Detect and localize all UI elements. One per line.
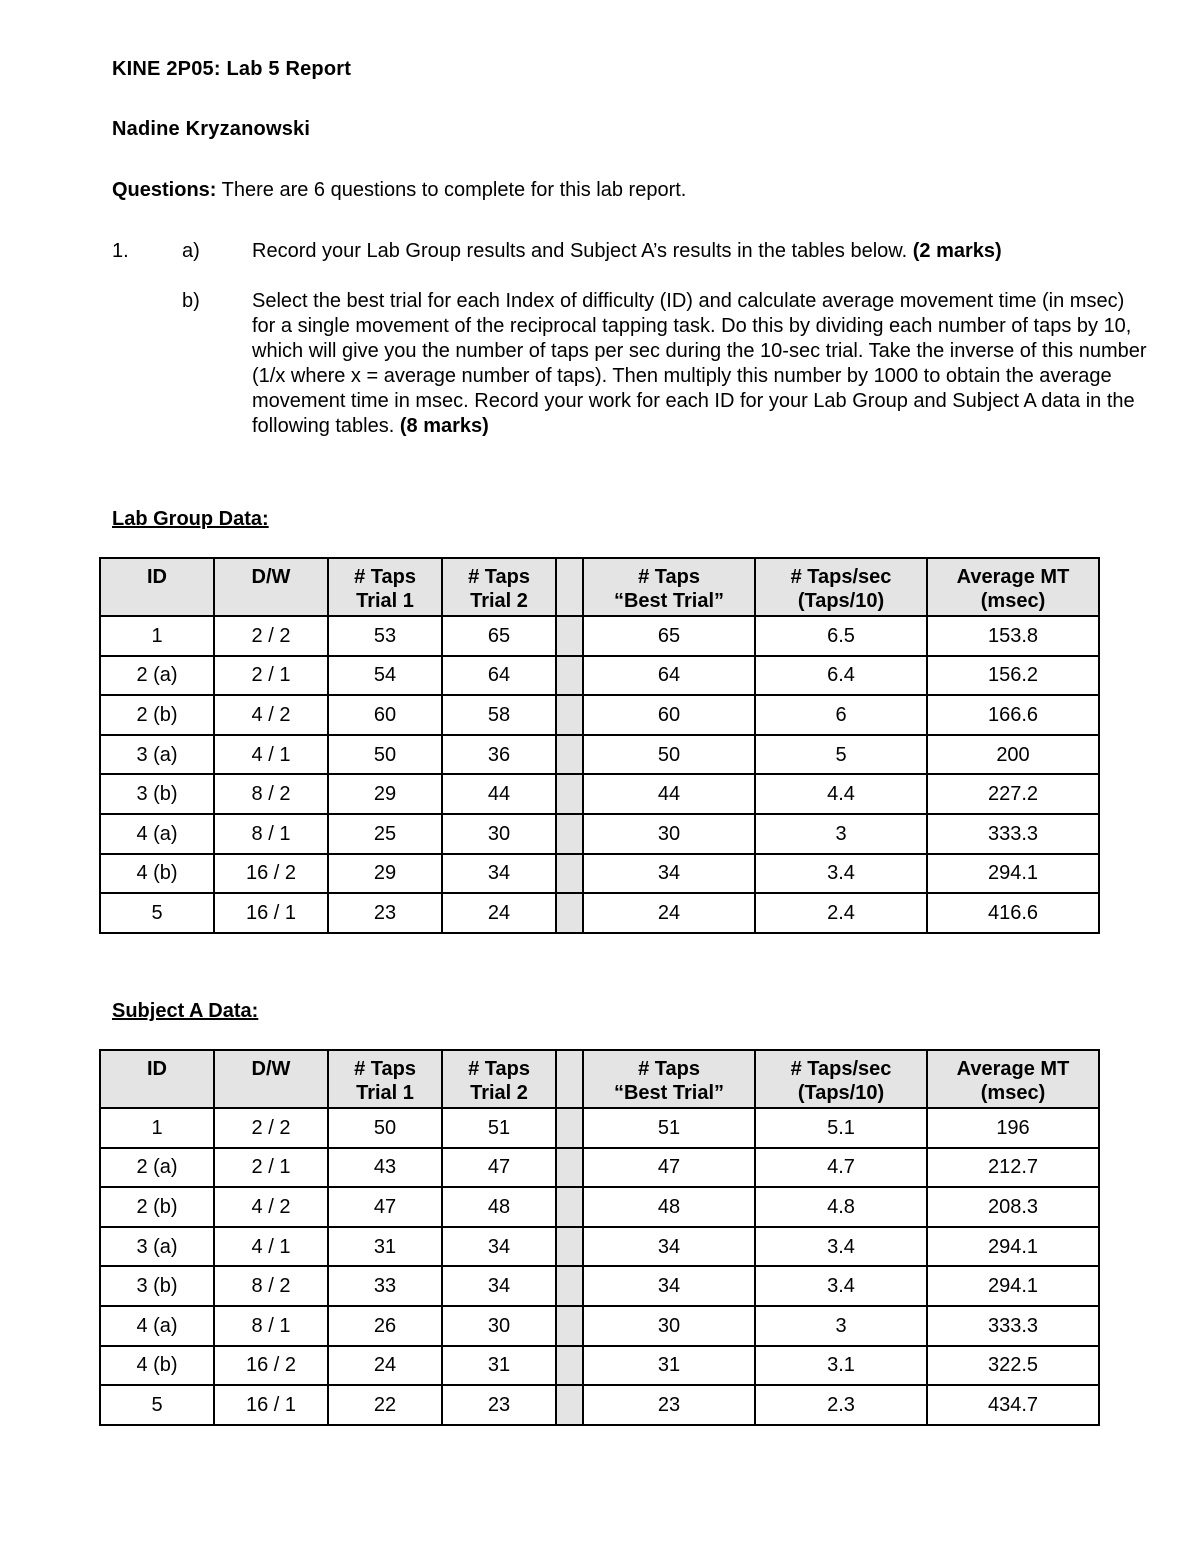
cell-trial2: 48 [442,1187,556,1227]
cell-best-trial: 34 [583,854,755,894]
cell-id: 2 (a) [100,1148,214,1188]
cell-taps-per-sec: 3.1 [755,1346,927,1386]
cell-taps-per-sec: 2.4 [755,893,927,933]
question-1a-text [252,239,1152,264]
table-row [100,1187,1099,1227]
cell-id: 5 [100,1385,214,1425]
cell-trial2: 24 [442,893,556,933]
cell-trial1: 29 [328,774,442,814]
cell-dw: 16 / 1 [214,893,328,933]
cell-best-trial: 31 [583,1346,755,1386]
cell-trial1: 29 [328,854,442,894]
col-header-taps-per-sec: # Taps/sec (Taps/10) [755,1050,927,1108]
cell-dw: 16 / 2 [214,1346,328,1386]
table-header-row [100,1050,1099,1108]
table-row [100,814,1099,854]
cell-taps-per-sec: 3 [755,814,927,854]
cell-average-mt: 166.6 [927,695,1099,735]
question-1a-body: Record your Lab Group results and Subject A’s results in the tables below. [252,240,913,262]
col-header-best-trial: # Taps “Best Trial” [583,558,755,616]
question-1-number: 1. [112,240,129,262]
cell-trial2: 58 [442,695,556,735]
cell-average-mt: 156.2 [927,656,1099,696]
table-row [100,854,1099,894]
cell-dw: 8 / 1 [214,1306,328,1346]
cell-trial2: 34 [442,854,556,894]
cell-id: 4 (b) [100,1346,214,1386]
cell-dw: 2 / 2 [214,1108,328,1148]
cell-best-trial: 50 [583,735,755,775]
document-title: KINE 2P05: Lab 5 Report [112,58,352,80]
col-header-best-trial: # Taps “Best Trial” [583,1050,755,1108]
questions-intro-text: There are 6 questions to complete for this lab report. [216,179,687,201]
cell-best-trial: 48 [583,1187,755,1227]
cell-taps-per-sec: 5 [755,735,927,775]
cell-average-mt: 227.2 [927,774,1099,814]
question-1b-marks: (8 marks) [399,415,489,437]
author-name: Nadine Kryzanowski [112,118,311,140]
cell-dw: 16 / 1 [214,1385,328,1425]
cell-average-mt: 294.1 [927,1266,1099,1306]
cell-best-trial: 30 [583,814,755,854]
cell-dw: 8 / 2 [214,1266,328,1306]
col-header-trial1: # Taps Trial 1 [328,1050,442,1108]
spacer-cell [556,1385,583,1425]
cell-dw: 16 / 2 [214,854,328,894]
cell-trial2: 64 [442,656,556,696]
cell-dw: 4 / 2 [214,695,328,735]
table-row [100,1108,1099,1148]
lab-group-table [99,557,1100,934]
cell-dw: 8 / 1 [214,814,328,854]
cell-trial1: 31 [328,1227,442,1267]
table-row [100,656,1099,696]
cell-trial1: 26 [328,1306,442,1346]
cell-taps-per-sec: 3.4 [755,1227,927,1267]
cell-trial2: 23 [442,1385,556,1425]
cell-best-trial: 34 [583,1227,755,1267]
cell-id: 4 (b) [100,854,214,894]
spacer-cell [556,1187,583,1227]
table-row [100,616,1099,656]
col-header-trial1: # Taps Trial 1 [328,558,442,616]
cell-id: 5 [100,893,214,933]
cell-trial2: 30 [442,1306,556,1346]
cell-taps-per-sec: 3 [755,1306,927,1346]
cell-taps-per-sec: 2.3 [755,1385,927,1425]
col-header-taps-per-sec: # Taps/sec (Taps/10) [755,558,927,616]
cell-trial2: 31 [442,1346,556,1386]
spacer-cell [556,735,583,775]
spacer-cell [556,854,583,894]
question-1a-letter: a) [182,240,200,262]
spacer-cell [556,1148,583,1188]
cell-taps-per-sec: 5.1 [755,1108,927,1148]
cell-trial2: 34 [442,1266,556,1306]
cell-dw: 2 / 1 [214,656,328,696]
table-row [100,735,1099,775]
cell-id: 2 (a) [100,656,214,696]
cell-average-mt: 294.1 [927,1227,1099,1267]
cell-trial1: 60 [328,695,442,735]
spacer-cell [556,1346,583,1386]
cell-id: 3 (a) [100,735,214,775]
cell-dw: 4 / 1 [214,735,328,775]
col-header-dw: D/W [214,1050,328,1108]
cell-trial2: 65 [442,616,556,656]
cell-taps-per-sec: 4.4 [755,774,927,814]
spacer-cell [556,893,583,933]
cell-id: 2 (b) [100,695,214,735]
table-header-row [100,558,1099,616]
cell-average-mt: 212.7 [927,1148,1099,1188]
table-row [100,893,1099,933]
cell-average-mt: 196 [927,1108,1099,1148]
cell-trial1: 54 [328,656,442,696]
spacer-cell [556,695,583,735]
cell-id: 1 [100,1108,214,1148]
cell-trial2: 36 [442,735,556,775]
cell-best-trial: 34 [583,1266,755,1306]
cell-dw: 4 / 1 [214,1227,328,1267]
cell-average-mt: 208.3 [927,1187,1099,1227]
spacer-cell [556,774,583,814]
col-header-id: ID [100,558,214,616]
spacer-cell [556,656,583,696]
spacer-cell [556,1227,583,1267]
cell-taps-per-sec: 6 [755,695,927,735]
cell-taps-per-sec: 4.7 [755,1148,927,1188]
cell-average-mt: 294.1 [927,854,1099,894]
cell-taps-per-sec: 6.5 [755,616,927,656]
cell-average-mt: 333.3 [927,814,1099,854]
cell-trial1: 23 [328,893,442,933]
cell-trial2: 44 [442,774,556,814]
cell-id: 3 (a) [100,1227,214,1267]
cell-average-mt: 322.5 [927,1346,1099,1386]
subject-a-heading: Subject A Data: [112,1000,259,1022]
cell-trial1: 43 [328,1148,442,1188]
cell-average-mt: 333.3 [927,1306,1099,1346]
table-row [100,1266,1099,1306]
col-header-average-mt: Average MT (msec) [927,558,1099,616]
cell-taps-per-sec: 6.4 [755,656,927,696]
question-1b-body: Select the best trial for each Index of difficulty (ID) and calculate average movement time (in msec) for a single movement of the reciprocal tapping task. Do this by dividing each number of taps by 10, which will give you the number of taps per sec during the 10-sec trial. Take the inverse of this number (1/x where x = average number of taps). Then multiply this number by 1000 to obtain the average movement time in msec. Record your work for each ID for your Lab Group and Subject A data in the following tables. [252,290,1147,437]
table-row [100,774,1099,814]
cell-id: 3 (b) [100,1266,214,1306]
cell-best-trial: 24 [583,893,755,933]
cell-trial2: 47 [442,1148,556,1188]
cell-trial1: 22 [328,1385,442,1425]
spacer-cell [556,1266,583,1306]
cell-id: 1 [100,616,214,656]
cell-dw: 8 / 2 [214,774,328,814]
spacer-cell [556,616,583,656]
cell-trial1: 47 [328,1187,442,1227]
cell-trial1: 50 [328,735,442,775]
spacer-column [556,558,583,616]
col-header-dw: D/W [214,558,328,616]
cell-best-trial: 44 [583,774,755,814]
cell-id: 2 (b) [100,1187,214,1227]
cell-best-trial: 23 [583,1385,755,1425]
question-1b-text [252,289,1152,439]
cell-dw: 2 / 2 [214,616,328,656]
cell-taps-per-sec: 4.8 [755,1187,927,1227]
col-header-average-mt: Average MT (msec) [927,1050,1099,1108]
question-1a-marks: (2 marks) [912,240,1002,262]
cell-taps-per-sec: 3.4 [755,1266,927,1306]
cell-best-trial: 60 [583,695,755,735]
spacer-cell [556,1108,583,1148]
table-row [100,1346,1099,1386]
cell-best-trial: 65 [583,616,755,656]
col-header-trial2: # Taps Trial 2 [442,1050,556,1108]
table-row [100,695,1099,735]
cell-average-mt: 434.7 [927,1385,1099,1425]
cell-best-trial: 47 [583,1148,755,1188]
cell-trial1: 53 [328,616,442,656]
cell-id: 3 (b) [100,774,214,814]
col-header-id: ID [100,1050,214,1108]
table-row [100,1227,1099,1267]
cell-taps-per-sec: 3.4 [755,854,927,894]
cell-trial1: 33 [328,1266,442,1306]
cell-id: 4 (a) [100,1306,214,1346]
cell-dw: 2 / 1 [214,1148,328,1188]
questions-label: Questions: [112,179,217,201]
cell-trial1: 24 [328,1346,442,1386]
cell-average-mt: 153.8 [927,616,1099,656]
table-row [100,1385,1099,1425]
spacer-cell [556,814,583,854]
col-header-trial2: # Taps Trial 2 [442,558,556,616]
spacer-cell [556,1306,583,1346]
table-row [100,1306,1099,1346]
cell-average-mt: 416.6 [927,893,1099,933]
questions-intro [112,178,686,203]
cell-trial2: 30 [442,814,556,854]
cell-best-trial: 64 [583,656,755,696]
cell-dw: 4 / 2 [214,1187,328,1227]
cell-trial2: 34 [442,1227,556,1267]
cell-average-mt: 200 [927,735,1099,775]
cell-trial1: 25 [328,814,442,854]
cell-trial2: 51 [442,1108,556,1148]
subject-a-table [99,1049,1100,1426]
table-row [100,1148,1099,1188]
cell-id: 4 (a) [100,814,214,854]
cell-best-trial: 51 [583,1108,755,1148]
spacer-column [556,1050,583,1108]
cell-best-trial: 30 [583,1306,755,1346]
question-1b-letter: b) [182,290,200,312]
lab-group-heading: Lab Group Data: [112,508,269,530]
cell-trial1: 50 [328,1108,442,1148]
